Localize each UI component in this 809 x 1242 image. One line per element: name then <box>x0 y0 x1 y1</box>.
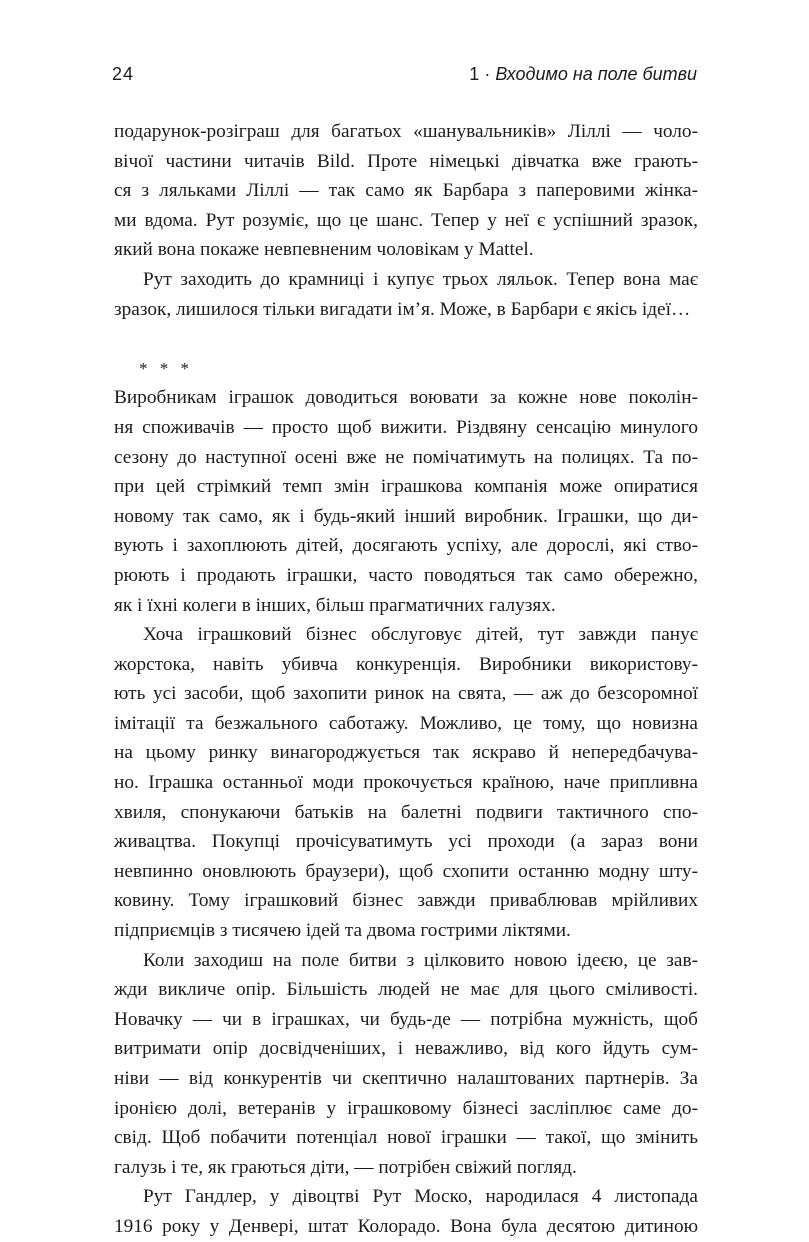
running-head <box>112 64 697 90</box>
text-line: подарунок-розіграш для багатьох «шанувальників» Ліллі — чоло- <box>114 121 698 142</box>
text-line: як і їхні колеги в інших, більш прагматичних галузях. <box>114 594 556 616</box>
text-line: ковину. Тому іграшковий бізнес завжди приваблював мрійливих <box>114 890 698 912</box>
text-line: но. Іграшка останньої моди прокочується країною, наче припливна <box>114 772 698 794</box>
chapter-number: 1 <box>469 64 480 84</box>
text-line: імітації та безжального саботажу. Можливо, це тому, що новизна <box>114 712 698 734</box>
text-line: ня споживачів — просто щоб вижити. Різдвяну сенсацію минулого <box>114 416 698 438</box>
text-line: зразок, лишилося тільки вигадати ім’я. Може, в Барбари є якісь ідеї… <box>114 298 691 320</box>
text-line: Рут заходить до крамниці і купує трьох ляльок. Тепер вона має <box>143 268 698 290</box>
paragraph <box>114 265 698 324</box>
text-line: ми вдома. Рут розуміє, що це шанс. Тепер у неї є успішний зразок, <box>114 209 698 231</box>
text-line: Рут Гандлер, у дівоцтві Рут Моско, народилася 4 листопада <box>143 1186 698 1208</box>
text-line: 1916 року у Денвері, штат Колорадо. Вона була десятою дитиною <box>114 1215 698 1237</box>
text-line: Коли заходиш на поле битви з цілковито новою ідеєю, це зав- <box>143 949 698 971</box>
text-line: підприємців з тисячею ідей та двома гострими ліктями. <box>114 920 571 942</box>
paragraph <box>114 946 698 1183</box>
text-line: сезону до наступної осені вже не помічатимуть на полицях. Та по- <box>114 446 698 468</box>
text-line: новому так само, як і будь-який інший виробник. Іграшки, що ди- <box>114 505 698 527</box>
text-line: при цей стрімкий темп змін іграшкова компанія може опиратися <box>114 476 698 498</box>
text-line: вічої частини читачів Bild. Проте німецькі дівчатка вже грають- <box>114 150 698 172</box>
chapter-title: Входимо на поле битви <box>495 64 697 84</box>
text-line: ся з ляльками Ліллі — так само як Барбара з паперовими жінка- <box>114 180 698 202</box>
text-line: витримати опір досвідченіших, і неважливо, від кого йдуть сум- <box>114 1038 698 1060</box>
text-line: ють усі засоби, щоб захопити ринок на свята, — аж до безсоромної <box>114 683 698 705</box>
text-line: ніви — від конкурентів чи скептично налаштованих партнерів. За <box>114 1068 698 1089</box>
paragraph <box>114 117 698 265</box>
text-line: жди викличе опір. Більшість людей не має для цього сміливості. <box>114 979 698 1001</box>
text-line: вують і захоплюють дітей, досягають успіху, але дорослі, які ство- <box>114 535 698 557</box>
text-line: невпинно оновлюють браузери), щоб схопити останню модну шту- <box>114 860 698 882</box>
text-line: жорстока, навіть убивча конкуренція. Виробники використову- <box>114 653 698 675</box>
text-line: галузь і те, як граються діти, — потрібен свіжий погляд. <box>114 1156 577 1178</box>
text-line: хвиля, спонукаючи батьків на балетні подвиги тактичного спо- <box>114 801 698 823</box>
paragraph <box>114 383 698 620</box>
paragraph <box>114 1182 698 1241</box>
text-line: рюють і продають іграшки, часто поводяться так само обережно, <box>114 564 698 586</box>
body-text <box>114 117 698 1242</box>
text-line: який вона покаже невпевненим чоловікам у Mattel. <box>114 239 534 261</box>
chapter-separator: · <box>484 64 491 84</box>
text-line: Новачку — чи в іграшках, чи будь-де — потрібна мужність, щоб <box>114 1008 698 1030</box>
paragraph <box>114 620 698 946</box>
page-number: 24 <box>112 64 135 84</box>
section-break: * * * <box>139 358 193 378</box>
chapter-heading <box>469 64 697 85</box>
text-line: Виробникам іграшок доводиться воювати за кожне нове поколін- <box>114 387 698 409</box>
text-line: іронією долі, ветеранів у іграшковому бізнесі засліплює саме до- <box>114 1097 698 1119</box>
text-line: живацтва. Покупці прочісуватимуть усі проходи (а зараз вони <box>114 831 698 853</box>
text-line: Хоча іграшковий бізнес обслуговує дітей, тут завжди панує <box>143 624 698 646</box>
text-line: на цьому ринку винагороджується так яскраво й непередбачува- <box>114 742 698 764</box>
text-line: свід. Щоб побачити потенціал нової іграшки — такої, що змінить <box>114 1127 698 1149</box>
